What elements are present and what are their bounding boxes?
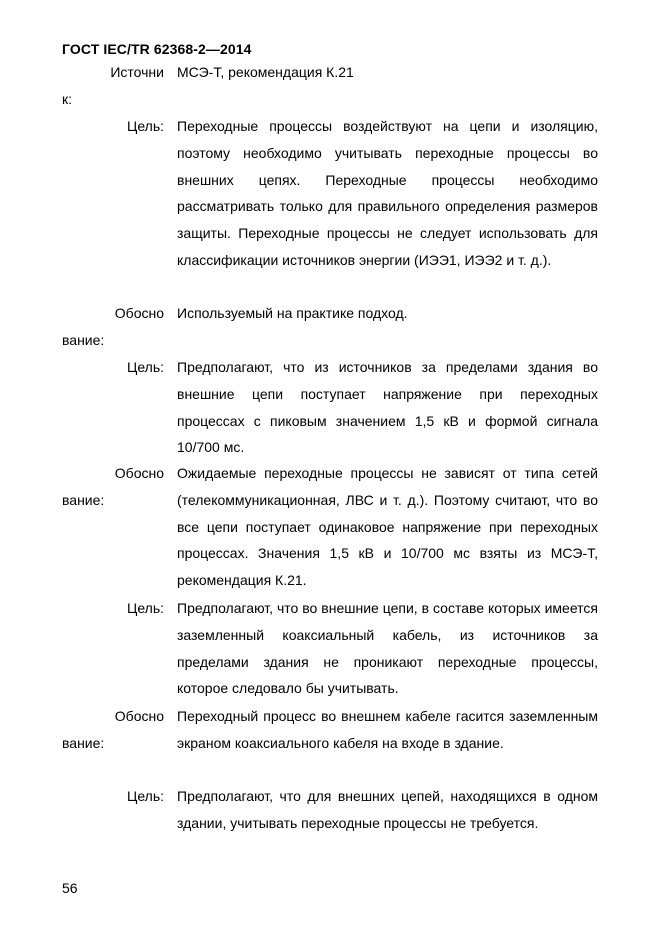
entry-text: Переходные процессы воздействуют на цепи и изоляцию, поэтому необходимо учитывать переходные процессы во внешних цепях. Переходные процессы необходимо рассматривать только для правильного определения размеров защиты. Переходные процессы не следует использовать для классификации источников энергии (ИЭЭ1, ИЭЭ2 и т. д.). [177,118,598,268]
entry-text: Предполагают, что из источников за пределами здания во внешние цепи поступает напряжение при переходных процессах с пиковым значением 1,5 кВ и формой сигнала 10/700 мс. [177,359,598,456]
entry-text: Ожидаемые переходные процессы не зависят от типа сетей (телекоммуникационная, ЛВС и т. д.). Поэтому считают, что во все цепи поступает одинаковое напряжение при переходных процессах. Значения 1,5 кВ и 10/700 мс взяты из МСЭ-Т, рекомендация К.21. [177,465,598,589]
entry-label: Цель: [126,359,164,375]
entry-text: Предполагают, что для внешних цепей, находящихся в одном здании, учитывать переходные процессы не требуется. [177,788,598,831]
label-part2: к: [62,90,73,107]
entry-label: Цель: [126,788,164,804]
entry-label [62,300,164,354]
entry-label: Цель: [126,600,164,616]
entry-text: Предполагают, что во внешние цепи, в составе которых имеется заземленный коаксиальный кабель, из источников за пределами здания не проникают переходные процессы, которое следовало бы учитывать. [177,600,598,697]
label-part2: вание: [62,734,105,751]
entry-text: Переходный процесс во внешнем кабеле гасится заземленным экраном коаксиального кабеля на входе в здание. [177,708,598,751]
entry-label: Цель: [126,118,164,134]
label-part1: Обосно [114,305,164,321]
label-part1: Обосно [114,708,164,724]
document-header: ГОСТ IEC/TR 62368-2—2014 [62,41,252,57]
entry-label [62,460,164,514]
entry-label [62,59,164,113]
label-part1: Обосно [114,465,164,481]
label-part2: вание: [62,331,105,348]
entry-text: Используемый на практике подход. [177,305,408,321]
label-part2: вание: [62,491,105,508]
entry-label [62,703,164,757]
entry-text: МСЭ-Т, рекомендация К.21 [177,64,354,80]
page-number: 56 [62,880,78,896]
label-part1: Источни [110,64,164,80]
